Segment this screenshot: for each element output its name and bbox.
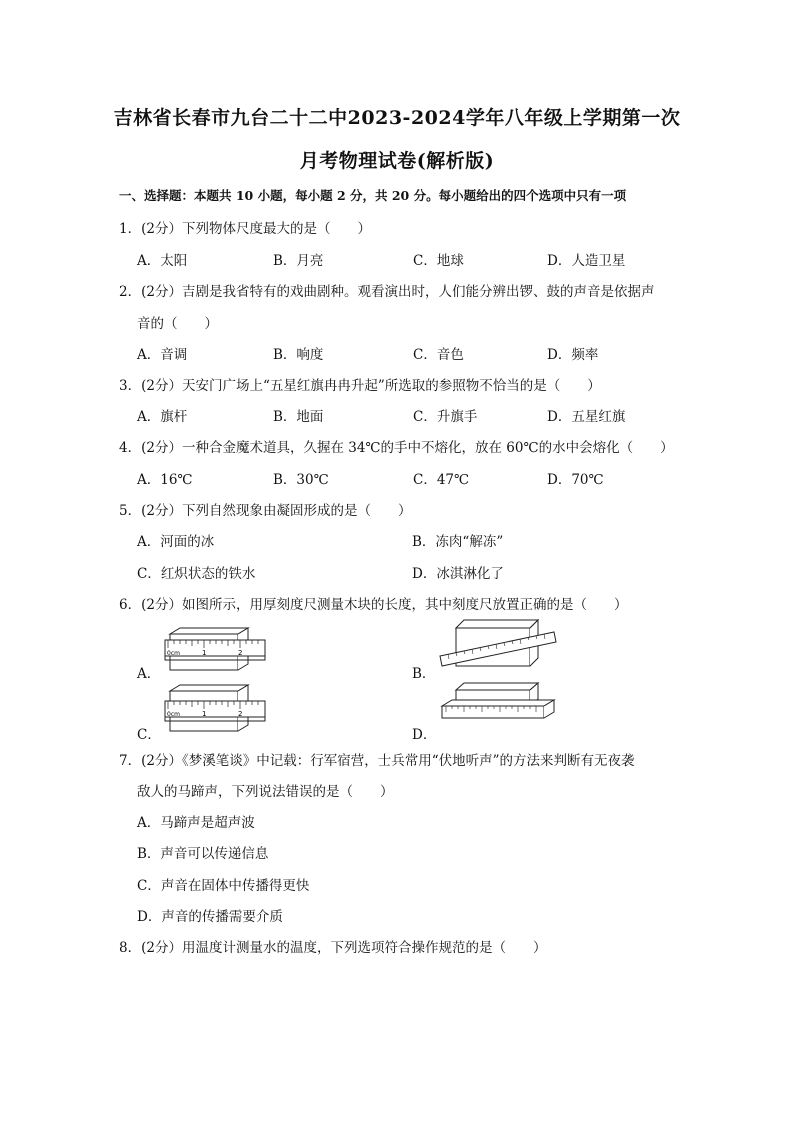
ruler-c-one-label: 1 — [202, 710, 207, 718]
ruler-a-one-label: 1 — [202, 649, 207, 657]
document-title-line1: 吉林省长春市九台二十二中2023-2024学年八年级上学期第一次 — [113, 107, 681, 129]
question-7-stem-line1: 7．(2分）《梦溪笔谈》中记载：行军宿营，士兵常用“伏地听声”的方法来判断有无夜袭 — [119, 753, 635, 769]
figure-c-ruler-on-block — [160, 683, 275, 735]
question-6-label-d: D． — [412, 727, 437, 743]
question-4-option-b: B．30℃ — [273, 472, 329, 488]
question-7-option-d: D．声音的传播需要介质 — [137, 909, 283, 925]
question-6-label-b: B． — [412, 666, 436, 682]
question-4-option-a: A．16℃ — [137, 472, 193, 488]
question-3-stem: 3．(2分）天安门广场上“五星红旗冉冉升起”所选取的参照物不恰当的是（ ） — [119, 378, 601, 394]
question-4-stem: 4．(2分）一种合金魔术道具，久握在 34℃的手中不熔化，放在 60℃的水中会熔化（ ） — [119, 440, 674, 456]
question-8-stem: 8．(2分）用温度计测量水的温度，下列选项符合操作规范的是（ ） — [119, 940, 547, 956]
figure-d-ruler-under-block — [436, 680, 560, 736]
question-5-stem: 5．(2分）下列自然现象由凝固形成的是（ ） — [119, 503, 412, 519]
ruler-c-two-label: 2 — [238, 710, 243, 718]
question-1-option-c: C．地球 — [413, 253, 464, 269]
question-1-option-d: D．人造卫星 — [547, 253, 626, 269]
question-5-option-b: B．冻肉“解冻” — [412, 534, 504, 550]
ruler-c-zero-label: 0cm — [167, 711, 180, 718]
ruler-a-two-label: 2 — [238, 649, 243, 657]
question-2-option-d: D．频率 — [547, 347, 599, 363]
section-heading: 一、选择题：本题共 10 小题，每小题 2 分，共 20 分。每小题给出的四个选项中只有一项 — [119, 188, 627, 203]
question-2-option-b: B．响度 — [273, 347, 324, 363]
document-title-line2: 月考物理试卷(解析版) — [299, 150, 495, 172]
figure-a-ruler-on-block — [160, 626, 275, 672]
question-4-option-d: D．70℃ — [547, 472, 604, 488]
question-2-stem-line2: 音的（ ） — [137, 316, 218, 332]
question-2-stem-line1: 2．(2分）吉剧是我省特有的戏曲剧种。观看演出时，人们能分辨出锣、鼓的声音是依据声 — [119, 284, 655, 300]
question-5-option-a: A．河面的冰 — [137, 534, 215, 550]
question-6-label-a: A． — [137, 666, 161, 682]
question-3-option-a: A．旗杆 — [137, 409, 188, 425]
question-7-option-c: C．声音在固体中传播得更快 — [137, 878, 310, 894]
question-6-stem: 6．(2分）如图所示，用厚刻度尺测量木块的长度，其中刻度尺放置正确的是（ ） — [119, 597, 628, 613]
question-3-option-c: C．升旗手 — [413, 409, 478, 425]
question-5-option-d: D．冰淇淋化了 — [412, 566, 504, 582]
question-4-option-c: C．47℃ — [413, 472, 470, 488]
figure-b-tilted-ruler — [436, 616, 560, 670]
question-1-stem: 1．(2分）下列物体尺度最大的是（ ） — [119, 221, 371, 237]
question-3-option-b: B．地面 — [273, 409, 324, 425]
question-1-option-b: B．月亮 — [273, 253, 324, 269]
question-5-option-c: C．红炽状态的铁水 — [137, 566, 256, 582]
question-2-option-a: A．音调 — [137, 347, 188, 363]
question-7-option-b: B．声音可以传递信息 — [137, 846, 269, 862]
question-6-label-c: C． — [137, 727, 161, 743]
question-3-option-d: D．五星红旗 — [547, 409, 626, 425]
question-2-option-c: C．音色 — [413, 347, 464, 363]
question-1-option-a: A．太阳 — [137, 253, 188, 269]
ruler-a-zero-label: 0cm — [167, 650, 180, 657]
question-7-stem-line2: 敌人的马蹄声，下列说法错误的是（ ） — [137, 784, 394, 800]
question-7-option-a: A．马蹄声是超声波 — [137, 815, 255, 831]
